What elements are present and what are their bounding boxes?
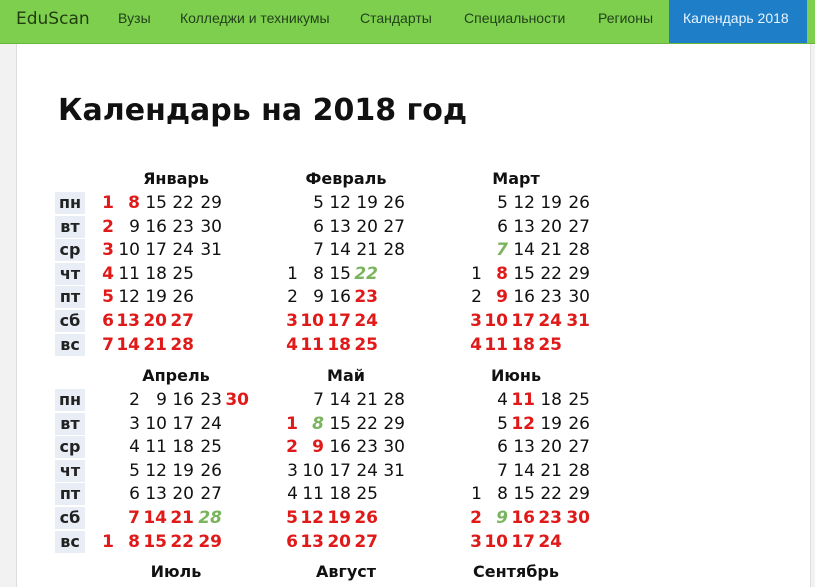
calendar-day: 5 — [497, 413, 508, 434]
calendar-day: 8 — [496, 263, 508, 284]
calendar-day: 27 — [568, 216, 590, 237]
calendar-day: 22 — [354, 263, 378, 284]
calendar-day: 20 — [172, 484, 194, 505]
calendar-day: 23 — [538, 508, 562, 528]
calendar-day: 6 — [497, 437, 508, 458]
calendar-day: 4 — [287, 484, 298, 505]
calendar-day: 7 — [497, 460, 508, 481]
month-title: Август — [315, 562, 377, 581]
calendar-day: 5 — [102, 287, 114, 308]
calendar-day: 13 — [116, 311, 140, 331]
calendar-day: 1 — [287, 263, 298, 284]
calendar-day: 24 — [172, 240, 194, 261]
calendar-day: 28 — [198, 508, 222, 528]
nav-item-calendar-2018[interactable]: Календарь 2018 — [669, 0, 807, 43]
calendar-day: 6 — [497, 216, 508, 237]
calendar-day: 17 — [327, 311, 351, 331]
calendar-day: 17 — [511, 311, 535, 331]
calendar-day: 3 — [470, 531, 482, 552]
calendar-day: 15 — [513, 263, 535, 284]
calendar-day: 20 — [540, 437, 562, 458]
weekday-label: вт — [55, 413, 85, 435]
calendar-day: 21 — [170, 508, 194, 528]
calendar-day: 11 — [302, 484, 324, 505]
calendar-day: 28 — [383, 390, 405, 410]
calendar-day: 2 — [470, 508, 482, 528]
calendar-day: 9 — [496, 508, 508, 528]
calendar-day: 9 — [129, 216, 140, 237]
calendar-day: 29 — [198, 531, 222, 552]
weekday-label: пн — [55, 389, 85, 411]
calendar-day: 6 — [313, 216, 324, 237]
calendar-day: 20 — [540, 216, 562, 237]
calendar-day: 20 — [356, 216, 378, 237]
weekday-label: сб — [55, 310, 85, 332]
calendar-day: 3 — [287, 460, 298, 481]
calendar-day: 18 — [329, 484, 351, 505]
calendar-day: 28 — [568, 460, 590, 481]
month-title: Февраль — [305, 169, 387, 188]
calendar-day: 22 — [172, 193, 194, 213]
calendar-day: 15 — [329, 413, 351, 434]
calendar-day: 26 — [172, 287, 194, 308]
calendar-day: 25 — [172, 263, 194, 284]
calendar-day: 5 — [286, 508, 298, 528]
calendar-day: 21 — [356, 240, 378, 261]
calendar-day: 8 — [128, 531, 140, 552]
calendar-day: 3 — [129, 413, 140, 434]
calendar-day: 16 — [172, 390, 194, 410]
calendar-day: 4 — [497, 390, 508, 410]
calendar-day: 13 — [513, 216, 535, 237]
calendar-day: 12 — [329, 193, 351, 213]
calendar-day: 22 — [170, 531, 194, 552]
calendar-day: 2 — [286, 437, 298, 458]
calendar-day: 31 — [200, 240, 222, 261]
calendar-day: 27 — [354, 531, 378, 552]
calendar-day: 16 — [513, 287, 535, 308]
month-title: Июнь — [490, 366, 542, 385]
calendar-day: 27 — [170, 311, 194, 331]
calendar-day: 23 — [172, 216, 194, 237]
calendar-day: 21 — [356, 390, 378, 410]
weekday-label: вс — [55, 531, 85, 553]
brand-logo[interactable]: EduScan — [16, 9, 90, 29]
weekday-label: пн — [55, 192, 85, 214]
calendar-day: 23 — [200, 390, 222, 410]
calendar-day: 30 — [566, 508, 590, 528]
calendar-day: 17 — [329, 460, 351, 481]
calendar-day: 28 — [383, 240, 405, 261]
calendar-day: 9 — [313, 287, 324, 308]
calendar-day: 7 — [313, 390, 324, 410]
calendar-day: 19 — [356, 193, 378, 213]
calendar-day: 27 — [568, 437, 590, 458]
calendar-day: 30 — [568, 287, 590, 308]
calendar-day: 26 — [200, 460, 222, 481]
calendar-day: 26 — [383, 193, 405, 213]
nav-item-specialties[interactable]: Специальности — [464, 10, 566, 26]
weekday-label: пт — [55, 286, 85, 308]
calendar-day: 19 — [327, 508, 351, 528]
calendar-day: 11 — [145, 437, 167, 458]
calendar-day: 28 — [170, 334, 194, 355]
weekday-label: ср — [55, 239, 85, 261]
calendar-day: 22 — [540, 263, 562, 284]
calendar-day: 6 — [286, 531, 298, 552]
calendar-day: 15 — [513, 484, 535, 505]
calendar-day: 7 — [313, 240, 324, 261]
calendar-day: 24 — [538, 311, 562, 331]
calendar-day: 3 — [102, 240, 114, 261]
calendar-day: 14 — [329, 240, 351, 261]
calendar-day: 14 — [329, 390, 351, 410]
calendar-day: 29 — [383, 413, 405, 434]
calendar-day: 1 — [471, 484, 482, 505]
calendar-day: 13 — [329, 216, 351, 237]
month-title: Январь — [143, 169, 209, 188]
calendar-day: 23 — [356, 437, 378, 458]
calendar-day: 15 — [143, 531, 167, 552]
calendar-day: 27 — [383, 216, 405, 237]
calendar-day: 7 — [102, 334, 114, 355]
calendar-day: 23 — [540, 287, 562, 308]
calendar-day: 15 — [329, 263, 351, 284]
top-navbar — [0, 0, 815, 44]
month-title: Март — [492, 169, 540, 188]
calendar-day: 21 — [540, 240, 562, 261]
calendar-day: 26 — [568, 193, 590, 213]
calendar-day: 9 — [156, 390, 167, 410]
calendar-day: 10 — [145, 413, 167, 434]
nav-item-regions[interactable]: Регионы — [598, 10, 654, 26]
calendar-day: 6 — [102, 311, 114, 331]
page-title: Календарь на 2018 год — [58, 93, 468, 128]
calendar-day: 23 — [354, 287, 378, 308]
calendar-day: 1 — [102, 193, 114, 213]
calendar-day: 25 — [568, 390, 590, 410]
calendar-day: 22 — [540, 484, 562, 505]
calendar-day: 13 — [300, 531, 324, 552]
month-title: Сентябрь — [473, 562, 559, 581]
calendar-day: 25 — [538, 334, 562, 355]
calendar-day: 3 — [470, 311, 482, 331]
calendar-day: 25 — [356, 484, 378, 505]
calendar-day: 28 — [568, 240, 590, 261]
calendar-day: 22 — [356, 413, 378, 434]
calendar-day: 25 — [354, 334, 378, 355]
month-title: Май — [327, 366, 365, 385]
nav-item-colleges[interactable]: Колледжи и техникумы — [180, 10, 330, 26]
calendar-day: 26 — [354, 508, 378, 528]
calendar-day: 15 — [145, 193, 167, 213]
calendar-day: 8 — [312, 413, 324, 434]
calendar-day: 11 — [511, 390, 535, 410]
calendar-day: 5 — [497, 193, 508, 213]
calendar-day: 19 — [145, 287, 167, 308]
calendar-day: 3 — [286, 311, 298, 331]
calendar-day: 8 — [497, 484, 508, 505]
calendar-day: 11 — [300, 334, 324, 355]
weekday-label: сб — [55, 507, 85, 529]
calendar-day: 18 — [511, 334, 535, 355]
calendar-day: 14 — [116, 334, 140, 355]
calendar-day: 2 — [287, 287, 298, 308]
calendar-day: 17 — [511, 531, 535, 552]
calendar-day: 24 — [356, 460, 378, 481]
calendar-day: 19 — [172, 460, 194, 481]
calendar-day: 24 — [200, 413, 222, 434]
calendar-day: 12 — [300, 508, 324, 528]
calendar-day: 1 — [471, 263, 482, 284]
weekday-label: вт — [55, 216, 85, 238]
calendar-day: 29 — [568, 484, 590, 505]
calendar-day: 13 — [513, 437, 535, 458]
calendar-day: 1 — [286, 413, 298, 434]
calendar-day: 20 — [327, 531, 351, 552]
calendar-day: 17 — [172, 413, 194, 434]
calendar-day: 13 — [145, 484, 167, 505]
calendar-day: 16 — [511, 508, 535, 528]
calendar-day: 30 — [383, 437, 405, 458]
calendar-day: 10 — [484, 311, 508, 331]
calendar-day: 30 — [200, 216, 222, 237]
calendar-day: 2 — [129, 390, 140, 410]
calendar-day: 12 — [511, 413, 535, 434]
calendar-day: 16 — [145, 216, 167, 237]
calendar-day: 31 — [383, 460, 405, 481]
calendar-day: 10 — [302, 460, 324, 481]
calendar-day: 17 — [145, 240, 167, 261]
month-title: Июль — [150, 562, 202, 581]
calendar-day: 12 — [513, 193, 535, 213]
calendar-day: 7 — [128, 508, 140, 528]
calendar-day: 29 — [200, 193, 222, 213]
calendar-day: 18 — [540, 390, 562, 410]
calendar-day: 1 — [102, 531, 114, 552]
calendar-day: 4 — [129, 437, 140, 458]
calendar-day: 11 — [118, 263, 140, 284]
calendar-day: 29 — [568, 263, 590, 284]
calendar-day: 14 — [143, 508, 167, 528]
calendar-day: 10 — [118, 240, 140, 261]
calendar-day: 2 — [102, 216, 114, 237]
calendar-day: 9 — [312, 437, 324, 458]
calendar-day: 12 — [145, 460, 167, 481]
nav-item-universities[interactable]: Вузы — [118, 10, 151, 26]
nav-item-standards[interactable]: Стандарты — [360, 10, 432, 26]
weekday-label: чт — [55, 460, 85, 482]
weekday-label: вс — [55, 334, 85, 356]
calendar-day: 10 — [300, 311, 324, 331]
calendar-day: 5 — [129, 460, 140, 481]
calendar-day: 14 — [513, 240, 535, 261]
calendar-day: 16 — [329, 287, 351, 308]
weekday-label: ср — [55, 436, 85, 458]
calendar-day: 21 — [540, 460, 562, 481]
calendar-day: 21 — [143, 334, 167, 355]
calendar-day: 24 — [538, 531, 562, 552]
calendar-day: 24 — [354, 311, 378, 331]
calendar-day: 7 — [496, 240, 508, 261]
calendar-day: 20 — [143, 311, 167, 331]
calendar-day: 25 — [200, 437, 222, 458]
calendar-day: 10 — [484, 531, 508, 552]
calendar-day: 31 — [566, 311, 590, 331]
calendar-day: 18 — [145, 263, 167, 284]
calendar-day: 2 — [471, 287, 482, 308]
calendar-day: 8 — [128, 193, 140, 213]
calendar-day: 8 — [313, 263, 324, 284]
calendar-day: 18 — [327, 334, 351, 355]
calendar-day: 6 — [129, 484, 140, 505]
calendar-day: 4 — [102, 263, 114, 284]
month-title: Апрель — [142, 366, 210, 385]
calendar-day: 11 — [484, 334, 508, 355]
calendar-day: 18 — [172, 437, 194, 458]
calendar-day: 30 — [225, 390, 249, 410]
calendar-day: 14 — [513, 460, 535, 481]
weekday-label: чт — [55, 263, 85, 285]
calendar-day: 16 — [329, 437, 351, 458]
calendar-day: 4 — [470, 334, 482, 355]
calendar-day: 4 — [286, 334, 298, 355]
calendar-day: 19 — [540, 193, 562, 213]
calendar-day: 12 — [118, 287, 140, 308]
weekday-label: пт — [55, 483, 85, 505]
calendar-day: 19 — [540, 413, 562, 434]
calendar-day: 9 — [496, 287, 508, 308]
calendar-day: 27 — [200, 484, 222, 505]
calendar-day: 26 — [568, 413, 590, 434]
calendar-day: 5 — [313, 193, 324, 213]
